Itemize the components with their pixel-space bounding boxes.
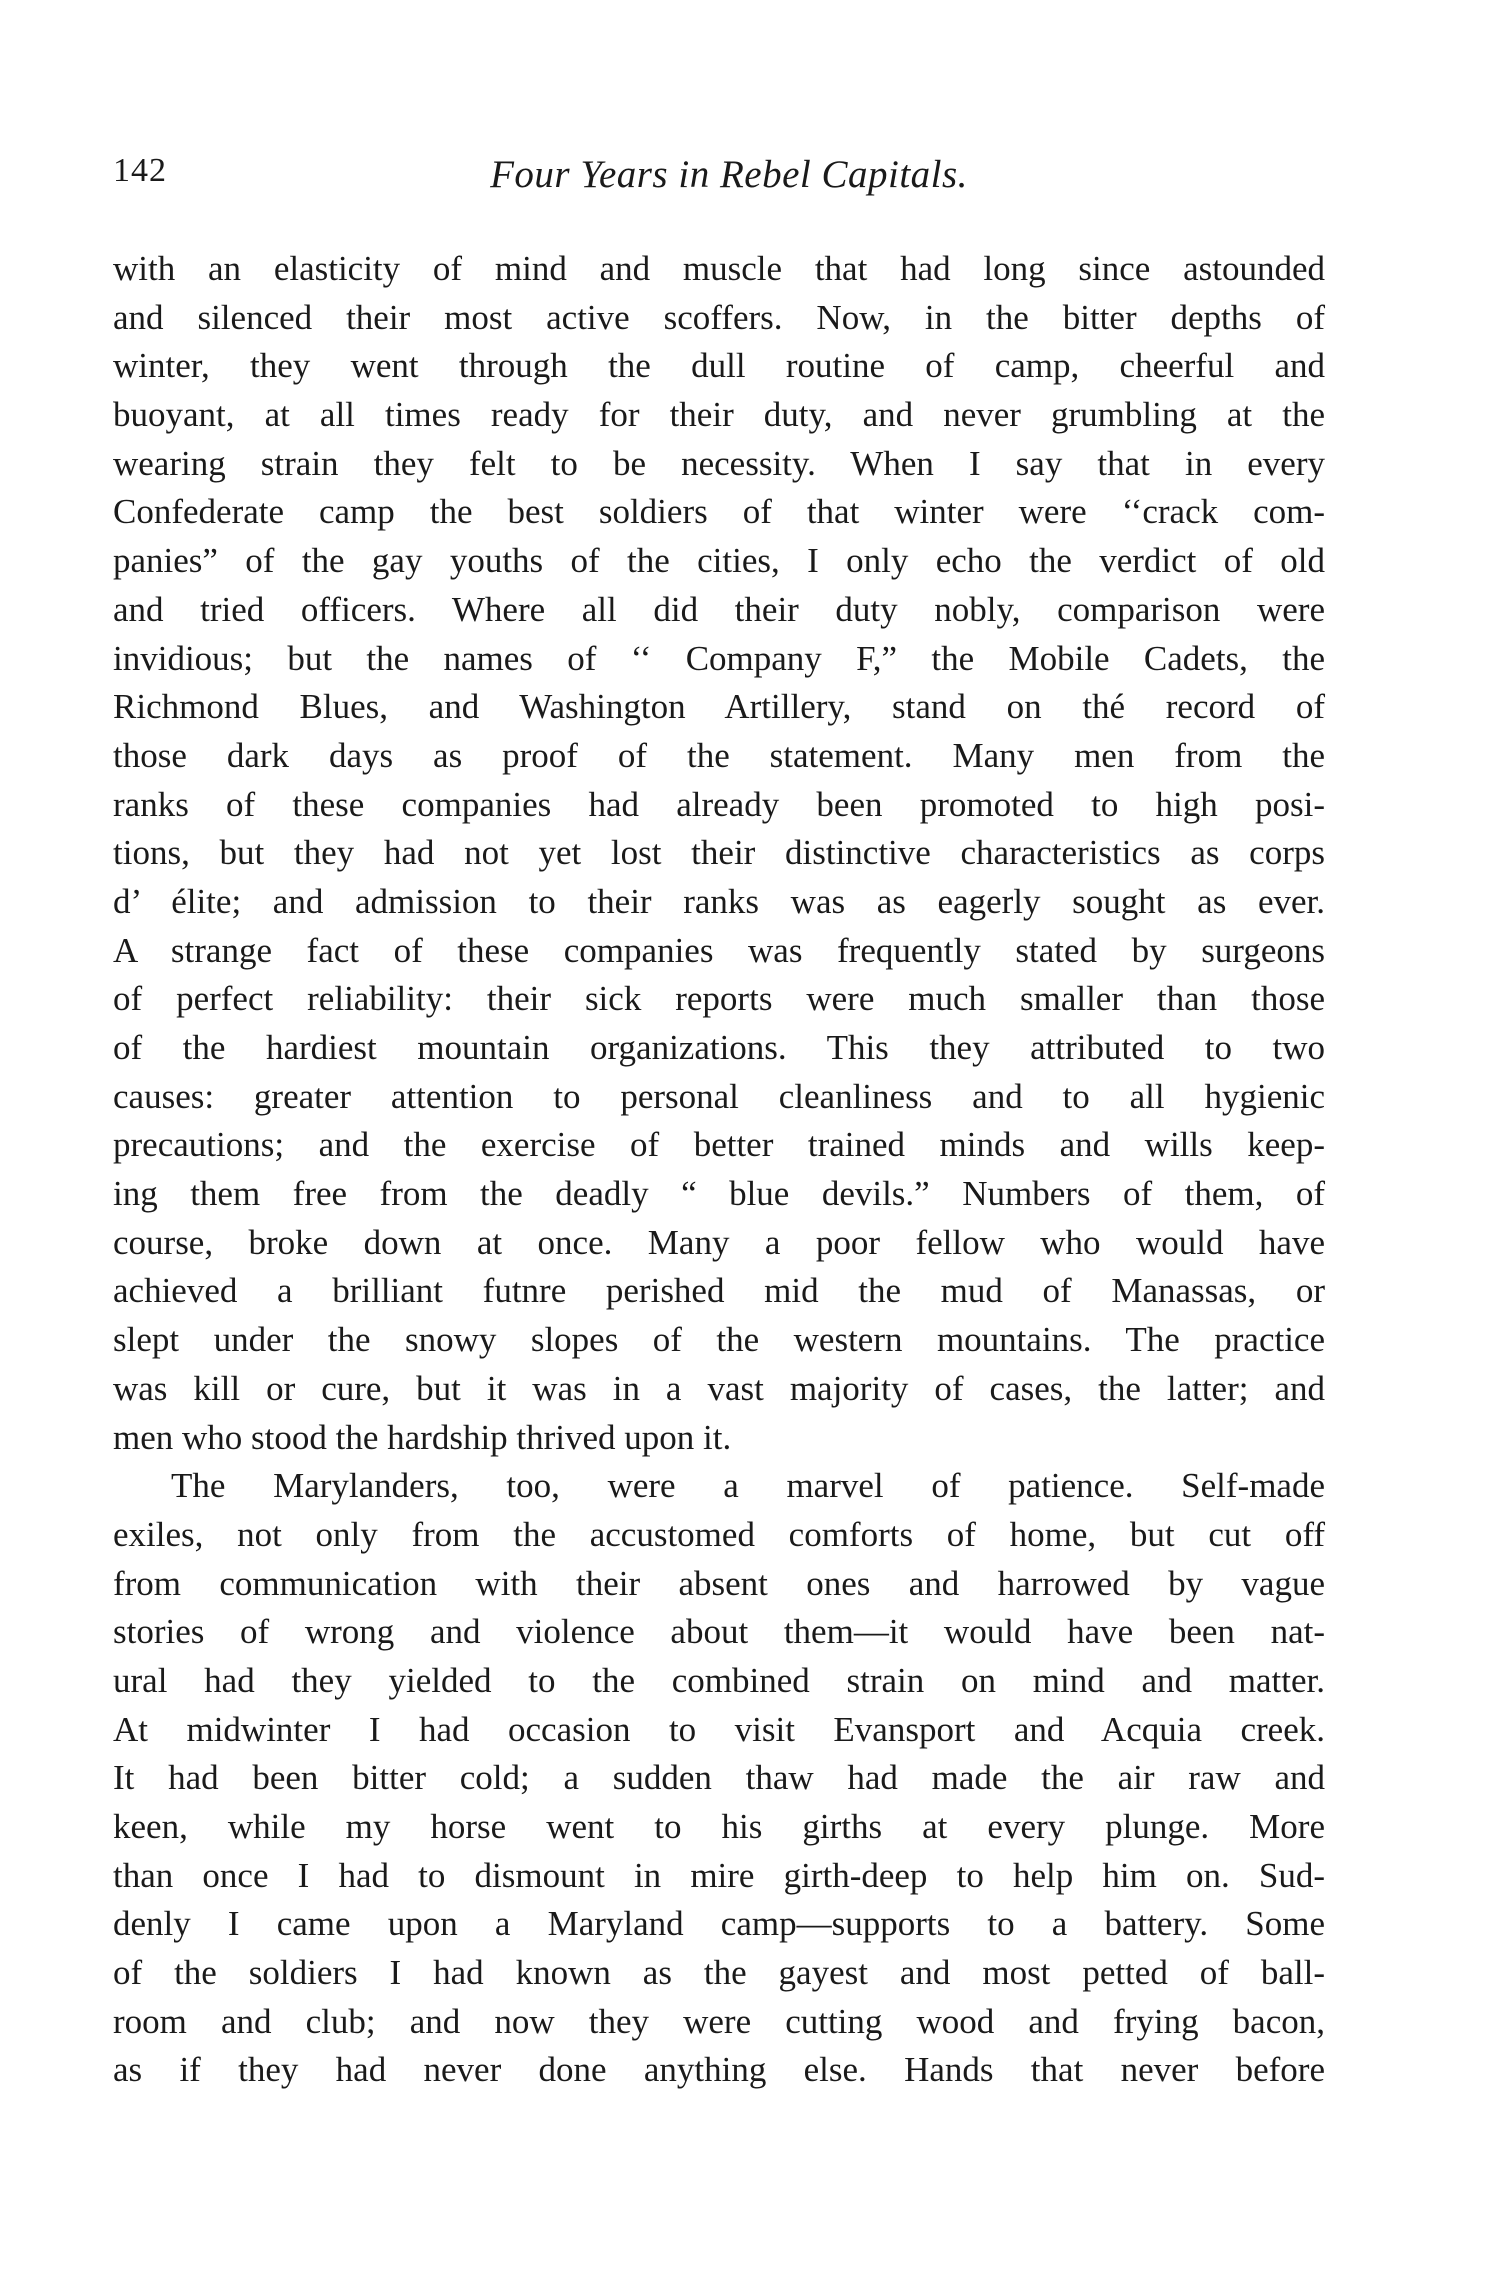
paragraph [113,245,1325,1462]
text-line: exiles, not only from the accustomed comforts of home, but cut off [113,1514,1325,1554]
text-line: ing them free from the deadly “ blue devils.” Numbers of them, of [113,1174,1325,1214]
text-line: and tried officers. Where all did their duty nobly, comparison were [113,589,1325,629]
text-line: denly I came upon a Maryland camp—supports to a battery. Some [113,1904,1325,1944]
page-number: 142 [113,152,167,189]
text-line: course, broke down at once. Many a poor fellow who would have [113,1222,1325,1262]
text-line: and silenced their most active scoffers. Now, in the bitter depths of [113,297,1325,337]
text-line: precautions; and the exercise of better trained minds and wills keep- [113,1125,1325,1165]
text-line: d’ élite; and admission to their ranks was as eagerly sought as ever. [113,881,1325,921]
running-head [113,152,1325,202]
text-line: of perfect reliability: their sick reports were much smaller than those [113,979,1325,1019]
text-line: buoyant, at all times ready for their duty, and never grumbling at the [113,395,1325,435]
text-line: was kill or cure, but it was in a vast majority of cases, the latter; and [113,1368,1325,1408]
text-line: At midwinter I had occasion to visit Evansport and Acquia creek. [113,1709,1325,1749]
text-line: from communication with their absent ones and harrowed by vague [113,1563,1325,1603]
text-line: ranks of these companies had already been promoted to high posi- [113,784,1325,824]
text-line: panies” of the gay youths of the cities, I only echo the verdict of old [113,541,1325,581]
text-line: slept under the snowy slopes of the western mountains. The practice [113,1320,1325,1360]
text-line: achieved a brilliant futnre perished mid the mud of Manassas, or [113,1271,1325,1311]
running-title: Four Years in Rebel Capitals. [490,153,968,196]
text-line: of the hardiest mountain organizations. This they attributed to two [113,1028,1325,1067]
text-line: ural had they yielded to the combined strain on mind and matter. [113,1660,1325,1700]
body-text [113,245,1325,2095]
text-line: causes: greater attention to personal cleanliness and to all hygienic [113,1076,1325,1116]
text-line: those dark days as proof of the statement. Many men from the [113,735,1325,775]
text-line: keen, while my horse went to his girths at every plunge. More [113,1807,1325,1846]
text-line: stories of wrong and violence about them—it would have been nat- [113,1612,1325,1652]
text-line: wearing strain they felt to be necessity. When I say that in every [113,443,1325,483]
text-line: winter, they went through the dull routine of camp, cheerful and [113,346,1325,386]
text-line: Richmond Blues, and Washington Artillery, stand on thé record of [113,687,1325,727]
text-line: of the soldiers I had known as the gayest and most petted of ball- [113,1953,1325,1993]
text-line: men who stood the hardship thrived upon it. [113,1417,732,1457]
text-line: The Marylanders, too, were a marvel of patience. Self-made [171,1466,1325,1506]
text-line: A strange fact of these companies was frequently stated by surgeons [113,930,1325,970]
text-line: than once I had to dismount in mire girth-deep to help him on. Sud- [113,1855,1325,1895]
text-line: room and club; and now they were cutting wood and frying bacon, [113,2001,1325,2041]
text-line: with an elasticity of mind and muscle that had long since astounded [113,249,1325,288]
text-line: as if they had never done anything else. Hands that never before [113,2050,1325,2090]
text-line: It had been bitter cold; a sudden thaw had made the air raw and [113,1758,1325,1798]
paragraph [113,1462,1325,2095]
text-line: invidious; but the names of ‘‘ Company F,” the Mobile Cadets, the [113,638,1325,678]
text-line: tions, but they had not yet lost their distinctive characteristics as corps [113,833,1325,873]
text-line: Confederate camp the best soldiers of that winter were ‘‘crack com- [113,492,1325,532]
